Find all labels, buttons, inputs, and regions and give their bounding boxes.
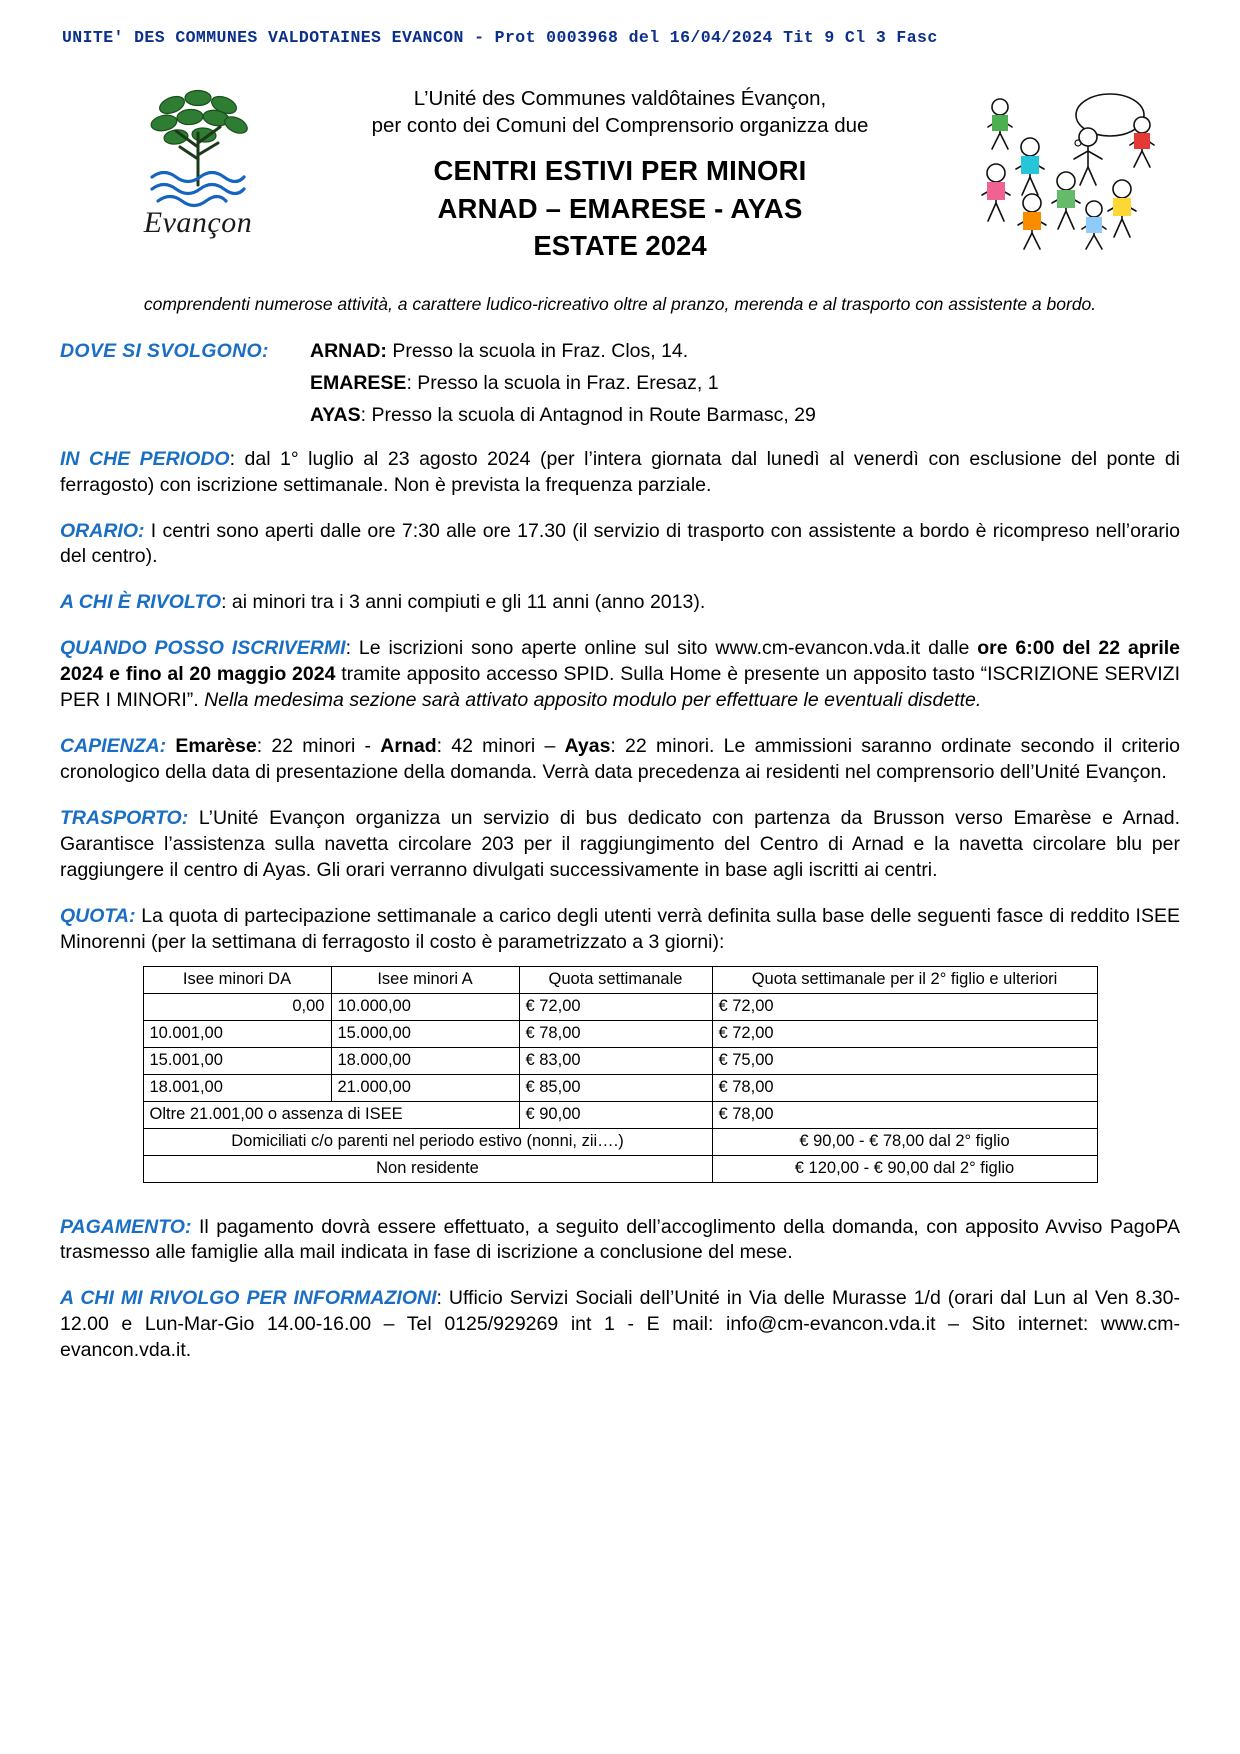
section-dove-si-svolgono <box>60 338 1180 364</box>
quota-text: La quota di partecipazione settimanale a carico degli utenti verrà definita sulla base delle seguenti fasce di reddito ISEE Minorenni (per la settimana di ferragosto il costo è parametrizzato a 3 giorni): <box>60 904 1180 953</box>
trasporto-label: TRASPORTO: <box>60 806 189 829</box>
section-trasporto <box>60 806 1180 884</box>
dove-text-ayas: : Presso la scuola di Antagnod in Route Barmasc, 29 <box>360 404 816 427</box>
table-row <box>143 1020 1097 1047</box>
dove-place-ayas: AYAS <box>310 404 361 427</box>
informazioni-label: A CHI MI RIVOLGO PER INFORMAZIONI <box>60 1287 437 1310</box>
header-quota-settimanale: Quota settimanale <box>519 966 712 993</box>
capienza-text-1: : 22 minori - <box>256 735 381 758</box>
evancon-logo <box>128 85 268 245</box>
children-clipart <box>970 85 1170 255</box>
capienza-label: CAPIENZA: <box>60 735 167 758</box>
iscrivermi-dates: ore 6:00 del 22 aprile 2024 e fino al 20 maggio 2024 <box>60 637 1181 686</box>
cell-oltre-quota: € 90,00 <box>519 1101 712 1128</box>
header-isee-da: Isee minori DA <box>143 966 331 993</box>
cell-da-2: 10.001,00 <box>143 1020 331 1047</box>
cell-quota-3: € 83,00 <box>519 1047 712 1074</box>
table-row-oltre <box>143 1101 1097 1128</box>
cell-non-residente-value: € 120,00 - € 90,00 dal 2° figlio <box>712 1155 1097 1182</box>
lead-line-2: per conto dei Comuni del Comprensorio organizza due <box>371 114 869 138</box>
main-title-line-2: ARNAD – EMARESE - AYAS <box>437 193 803 225</box>
dove-row-arnad <box>310 338 1180 364</box>
cell-quota2-3: € 75,00 <box>712 1047 1097 1074</box>
section-pagamento <box>60 1215 1180 1267</box>
rivolto-text: : ai minori tra i 3 anni compiuti e gli 11 anni (anno 2013). <box>221 591 706 614</box>
table-row <box>143 1074 1097 1101</box>
cell-da-4: 18.001,00 <box>143 1074 331 1101</box>
title-block <box>285 85 955 263</box>
capienza-place-arnad: Arnad <box>380 735 437 758</box>
cell-quota-1: € 72,00 <box>519 993 712 1020</box>
table-row-non-residente <box>143 1155 1097 1182</box>
rivolto-label: A CHI È RIVOLTO <box>60 591 222 614</box>
cell-a-2: 15.000,00 <box>331 1020 519 1047</box>
capienza-text-0 <box>166 735 175 757</box>
dove-text-emarese: : Presso la scuola in Fraz. Eresaz, 1 <box>406 372 719 395</box>
section-capienza <box>60 734 1180 786</box>
cell-quota2-4: € 78,00 <box>712 1074 1097 1101</box>
cell-domiciliati-value: € 90,00 - € 78,00 dal 2° figlio <box>712 1128 1097 1155</box>
iscrivermi-text-2: tramite apposito accesso SPID. Sulla Home è presente un apposito tasto “ISCRIZIONE SERVIZI PER I MINORI”. <box>60 663 1180 712</box>
protocol-header: UNITE' DES COMMUNES VALDOTAINES EVANCON - Prot 0003968 del 16/04/2024 Tit 9 Cl 3 Fasc <box>62 28 938 47</box>
quota-label: QUOTA: <box>60 904 136 927</box>
cell-a-1: 10.000,00 <box>331 993 519 1020</box>
informazioni-text: : Ufficio Servizi Sociali dell’Unité in Via delle Murasse 1/d (orari dal Lun al Ven 8.30-12.00 e Lun-Mar-Gio 14.00-16.00 – Tel 0125/929269 int 1 - E mail: info@cm-evancon.vda.it – Sito internet: www.cm-evancon.vda.it. <box>60 1287 1180 1362</box>
document-body <box>60 338 1180 1364</box>
table-header-row <box>143 966 1097 993</box>
header-quota-secondo-figlio: Quota settimanale per il 2° figlio e ulteriori <box>712 966 1097 993</box>
dove-label: DOVE SI SVOLGONO: <box>60 339 269 362</box>
subtitle-text: comprendenti numerose attività, a carattere ludico-ricreativo oltre al pranzo, merenda e al trasporto con assistente a bordo. <box>143 294 1097 314</box>
dove-text-arnad: Presso la scuola in Fraz. Clos, 14. <box>386 339 689 362</box>
dove-row-emarese <box>310 370 1180 396</box>
cell-quota-4: € 85,00 <box>519 1074 712 1101</box>
document-header <box>60 85 1180 285</box>
iscrivermi-label: QUANDO POSSO ISCRIVERMI <box>60 637 346 660</box>
lead-line-1: L’Unité des Communes valdôtaines Évançon, <box>413 87 827 110</box>
section-orario <box>60 519 1180 571</box>
cell-quota2-2: € 72,00 <box>712 1020 1097 1047</box>
header-isee-a: Isee minori A <box>331 966 519 993</box>
cell-a-3: 18.000,00 <box>331 1047 519 1074</box>
section-rivolto <box>60 590 1180 616</box>
pagamento-text: Il pagamento dovrà essere effettuato, a seguito dell’accoglimento della domanda, con apposito Avviso PagoPA trasmesso alle famiglie alla mail indicata in fase di iscrizione a conclusione del mese. <box>60 1215 1180 1264</box>
cell-quota2-1: € 72,00 <box>712 993 1097 1020</box>
iscrivermi-text-1: : Le iscrizioni sono aperte online sul sito www.cm-evancon.vda.it dalle <box>345 637 978 660</box>
trasporto-text: L’Unité Evançon organizza un servizio di bus dedicato con partenza da Brusson verso Emarèse e Arnad. Garantisce l’assistenza sulla navetta circolare 203 per il raggiungimento del Centro di Arnad e la navetta circolare blu per raggiungere il centro di Ayas. Gli orari verranno divulgati successivamente in base agli iscritti ai centri. <box>60 806 1180 881</box>
table-row-domiciliati <box>143 1128 1097 1155</box>
table-row <box>143 1047 1097 1074</box>
periodo-text: : dal 1° luglio al 23 agosto 2024 (per l’intera giornata dal lunedì al venerdì con esclusione del ponte di ferragosto) con iscrizione settimanale. Non è prevista la frequenza parziale. <box>60 447 1181 496</box>
cell-da-1: 0,00 <box>143 993 331 1020</box>
capienza-place-ayas: Ayas <box>564 735 611 758</box>
orario-label: ORARIO: <box>60 519 145 542</box>
orario-text: I centri sono aperti dalle ore 7:30 alle ore 17.30 (il servizio di trasporto con assistente a bordo è ricompreso nell’orario del centro). <box>60 519 1180 568</box>
cell-non-residente-label: Non residente <box>143 1155 712 1182</box>
children-illustration-icon <box>970 85 1170 255</box>
cell-oltre-quota2: € 78,00 <box>712 1101 1097 1128</box>
periodo-label: IN CHE PERIODO <box>60 447 230 470</box>
cell-da-3: 15.001,00 <box>143 1047 331 1074</box>
dove-place-emarese: EMARESE <box>310 372 407 395</box>
capienza-text-2: : 42 minori – <box>436 735 565 758</box>
section-informazioni <box>60 1286 1180 1364</box>
section-quota <box>60 904 1180 956</box>
cell-domiciliati-label: Domiciliati c/o parenti nel periodo estivo (nonni, zii….) <box>143 1128 712 1155</box>
cell-quota-2: € 78,00 <box>519 1020 712 1047</box>
logo-wordmark: Evançon <box>143 206 253 239</box>
dove-row-ayas <box>310 402 1180 428</box>
pagamento-label: PAGAMENTO: <box>60 1215 192 1238</box>
section-iscrivermi <box>60 636 1180 714</box>
capienza-place-emarese: Emarèse <box>175 735 257 758</box>
iscrivermi-note: Nella medesima sezione sarà attivato apposito modulo per effettuare le eventuali disdette. <box>204 689 982 712</box>
section-periodo <box>60 447 1180 499</box>
main-title-line-3: ESTATE 2024 <box>533 229 707 261</box>
capienza-text-3: : 22 minori. Le ammissioni saranno ordinate secondo il criterio cronologico della data di presentazione della domanda. Verrà data precedenza ai residenti nel comprensorio dell’Unité Evançon. <box>60 735 1180 783</box>
cell-oltre-label: Oltre 21.001,00 o assenza di ISEE <box>143 1101 519 1128</box>
tree-water-logo-icon <box>128 85 268 210</box>
main-title-line-1: CENTRI ESTIVI PER MINORI <box>433 155 807 187</box>
table-row <box>143 993 1097 1020</box>
dove-place-arnad: ARNAD: <box>310 339 387 362</box>
fees-table <box>143 966 1098 1183</box>
cell-a-4: 21.000,00 <box>331 1074 519 1101</box>
